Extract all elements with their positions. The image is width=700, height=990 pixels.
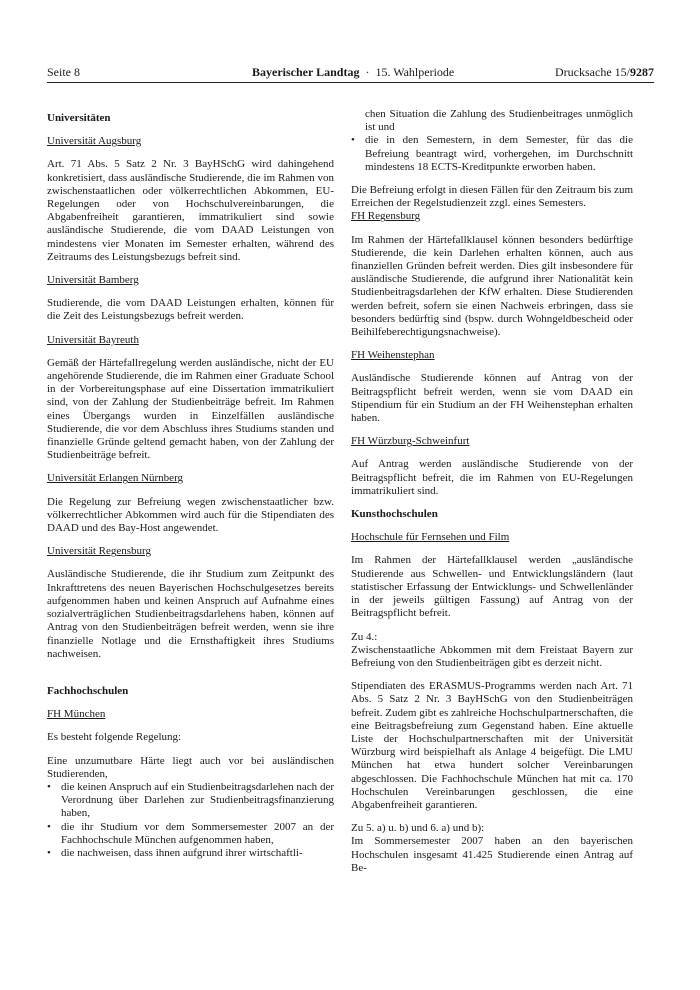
right-column	[351, 108, 633, 885]
paragraph-augsburg: Art. 71 Abs. 5 Satz 2 Nr. 3 BayHSchG wird dahingehend konkretisiert, dass ausländische Studierende, die im Rahmen von zwischenstaatlichen oder völkerrechtlichen Abkommen, EU-Regelungen oder von Hochschulvereinbarungen, die Abgabenfreiheit garantieren, immatrikuliert sind sowie ausländische Studierende, die vom DAAD Leistungen von mindestens vier Monaten im Semester erhalten, während des Zeitraums des Leistungsbezugs befreit sind.	[47, 158, 334, 263]
document-number	[555, 64, 654, 80]
page-header	[47, 64, 654, 80]
label-zu-5: Zu 5. a) u. b) und 6. a) und b):	[351, 822, 485, 835]
paragraph-zu-5: Im Sommersemester 2007 haben an den bayerischen Hochschulen insgesamt 41.425 Studierende einen Antrag auf Be-	[351, 835, 633, 874]
header-center	[252, 64, 454, 80]
legislative-period: 15. Wahlperiode	[375, 65, 455, 79]
paragraph-fh-muenchen-intro: Es besteht folgende Regelung:	[47, 731, 182, 744]
subheading-fh-regensburg: FH Regensburg	[351, 210, 421, 223]
parliament-name: Bayerischer Landtag	[252, 65, 360, 79]
paragraph-erlangen: Die Regelung zur Befreiung wegen zwischenstaatlicher bzw. völkerrechtlicher Abkommen wird auch für die Stipendiaten des DAAD und des Bay-Host angewendet.	[47, 495, 334, 535]
subheading-fh-wuerzburg: FH Würzburg-Schweinfurt	[351, 435, 470, 448]
paragraph-bayreuth: Gemäß der Härtefallregelung werden ausländische, nicht der EU angehörende Studierende, die im Rahmen einer Graduate School in der Vorbereitungsphase auf eine Dissertation immatrikuliert sind, von der Zahlung der Studienbeiträge befreit. Im Rahmen eines Übergangs wurden in Einzelfällen ausländische Studierende, die vor dem Abschluss ihres Studiums standen und finanzielle Gründe geltend gemacht haben, von der Zahlung der Studienbeiträge befreit.	[47, 356, 334, 462]
list-item: • die nachweisen, dass ihnen aufgrund ihrer wirtschaftli-	[47, 847, 334, 860]
subheading-bayreuth: Universität Bayreuth	[47, 333, 139, 346]
paragraph-bamberg: Studierende, die vom DAAD Leistungen erhalten, können für die Zeit des Leistungsbezugs befreit werden.	[47, 297, 334, 323]
paragraph-erasmus: Stipendiaten des ERASMUS-Programms werden nach Art. 71 Abs. 5 Satz 2 Nr. 3 BayHSchG von den Studienbeiträgen befreit. Zudem gibt es zahlreiche Hochschulpartnerschaften, die eine Beitragsbefreiung zum Gegenstand haben. Eine aktuelle Liste der Hochschulpartnerschaften mit der Universität Würzburg wird beispielhaft als Anlage 4 beigefügt. Die LMU München hat etwa hundert solcher Vereinbarungen abgeschlossen. Die Fachhochschule München hat mit ca. 170 Hochschulen Vereinbarungen geschlossen, die eine Abgabenfreiheit garantieren.	[351, 680, 633, 811]
bullet-list-fh-muenchen-continued	[351, 108, 633, 174]
bullet-list-fh-muenchen	[47, 781, 334, 860]
section-heading-kunsthochschulen: Kunsthochschulen	[351, 508, 438, 521]
paragraph-fh-regensburg: Im Rahmen der Härtefallklausel können besonders bedürftige Studierende, die kein Darlehen erhalten können, auch aus finanziellen Gründen befreit werden. Dies gilt insbesondere für ausländische Studierende, die aufgrund ihrer Nationalität kein Studienbeitragsdarlehen der KfW erhalten. Diese Studierenden werden befreit, sofern sie einen Nachweis erbringen, dass sie besonders bedürftig sind (bspw. durch Wohngeldbescheid oder Beihilfeberechtigungsnachweise).	[351, 233, 633, 339]
paragraph-fh-wuerzburg: Auf Antrag werden ausländische Studierende von der Beitragspflicht befreit, die im Rahmen von EU-Regelungen immatrikuliert sind.	[351, 458, 633, 497]
spacer	[47, 671, 334, 685]
header-separator: ·	[365, 65, 370, 79]
subheading-erlangen: Universität Erlangen Nürnberg	[47, 472, 184, 485]
left-column	[47, 112, 334, 870]
list-item: • die ihr Studium vor dem Sommersemester 2007 an der Fachhochschule München aufgenommen haben,	[47, 821, 334, 847]
paragraph-fh-weihenstephan: Ausländische Studierende können auf Antrag von der Beitragspflicht befreit werden, wenn sie vom DAAD ein Stipendium für ein Studium an der FH Weihenstephan erhalten haben.	[351, 372, 633, 425]
document-number-value: 9287	[630, 65, 654, 79]
label-zu-4: Zu 4.:	[351, 630, 378, 643]
paragraph-zu-4: Zwischenstaatliche Abkommen mit dem Freistaat Bayern zur Befreiung von den Studienbeiträgen gibt es derzeit nicht.	[351, 643, 633, 669]
subheading-augsburg: Universität Augsburg	[47, 135, 142, 148]
paragraph-fh-muenchen-haerte: Eine unzumutbare Härte liegt auch vor bei ausländischen Studierenden,	[47, 754, 334, 780]
subheading-fh-weihenstephan: FH Weihenstephan	[351, 349, 435, 362]
section-heading-fachhochschulen: Fachhochschulen	[47, 684, 129, 697]
list-item-continuation: chen Situation die Zahlung des Studienbeitrages unmöglich ist und	[365, 108, 633, 134]
subheading-fh-muenchen: FH München	[47, 708, 106, 721]
page-number: Seite 8	[47, 65, 80, 79]
paragraph-regensburg: Ausländische Studierende, die ihr Studium zum Zeitpunkt des Inkrafttretens des neuen Bayerischen Hochschulgesetzes bereits aufgenommen haben und keinen Anspruch auf Aufnahme eines sozialverträglichen Studienbeitragsdarlehens haben, können auf Antrag von den Studienbeiträgen befreit werden, wenn sie ihre finanzielle Notlage und die Ernsthaftigkeit ihres Studiums nachweisen.	[47, 568, 334, 660]
paragraph-fh-muenchen-period: Die Befreiung erfolgt in diesen Fällen für den Zeitraum bis zum Erreichen der Regelstudienzeit zzgl. eines Semesters.	[351, 184, 633, 210]
list-item: • die keinen Anspruch auf ein Studienbeitragsdarlehen nach der Verordnung über Darlehen zur Studienbeitragsfinanzierung haben,	[47, 781, 334, 821]
header-rule	[47, 82, 654, 83]
list-item: • die in den Semestern, in dem Semester, für das die Befreiung beantragt wird, vorhergehen, im Durchschnitt mindestens 18 ECTS-Kreditpunkte erworben haben.	[351, 134, 633, 174]
section-heading-universities: Universitäten	[47, 112, 111, 124]
document-prefix: Drucksache 15/	[555, 65, 630, 79]
subheading-regensburg: Universität Regensburg	[47, 545, 151, 558]
subheading-hff: Hochschule für Fernsehen und Film	[351, 531, 510, 544]
subheading-bamberg: Universität Bamberg	[47, 274, 139, 287]
paragraph-hff: Im Rahmen der Härtefallklausel werden „ausländische Studierende aus Schwellen- und Entwicklungsländern (laut statistischer Erfassung der Entwicklungs- und Schwellenländer in der jeweils gültigen Fassung) auf Antrag von der Beitragspflicht befreit.	[351, 554, 633, 620]
